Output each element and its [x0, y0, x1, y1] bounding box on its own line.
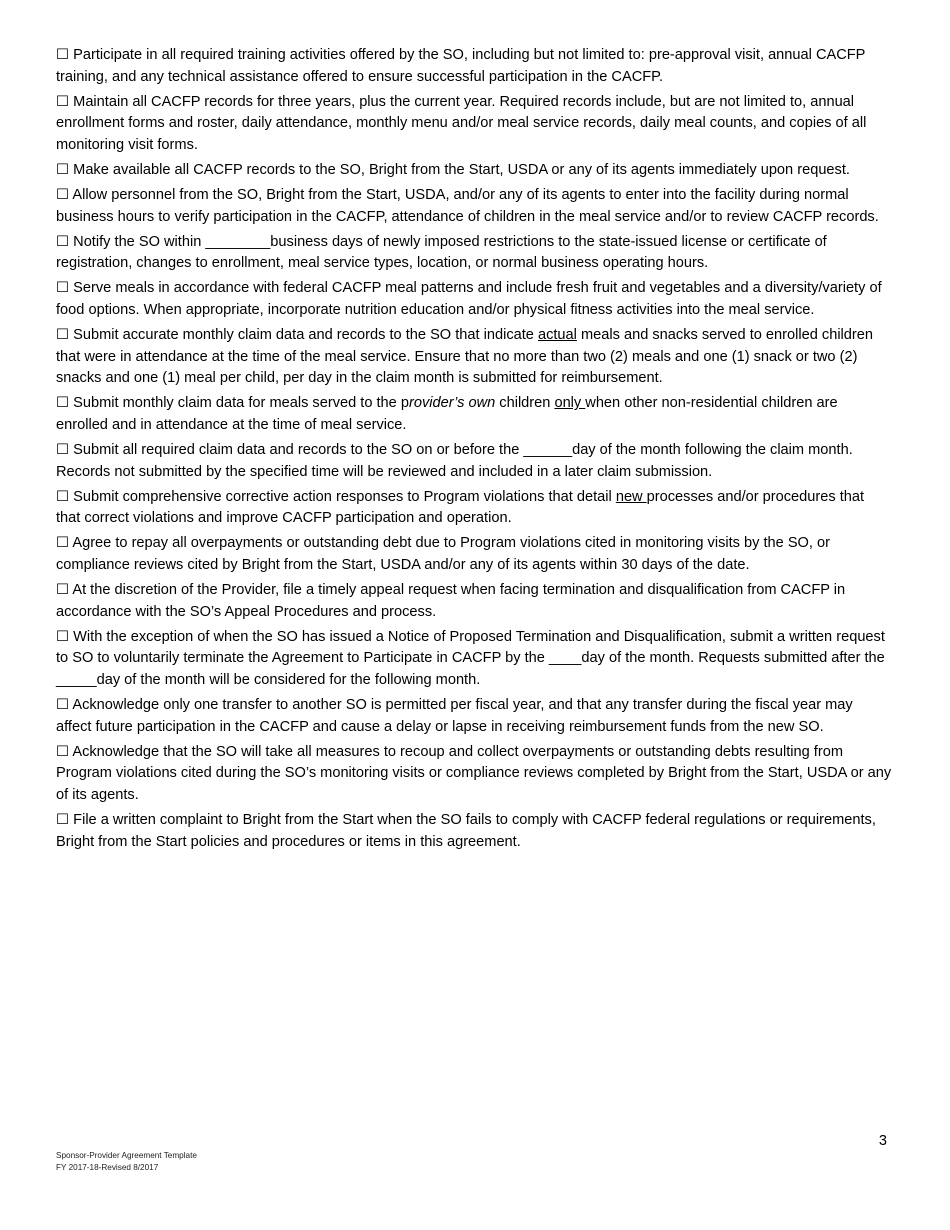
checkbox-icon[interactable]: ☐ — [56, 535, 70, 552]
checklist-item-claim-deadline — [56, 440, 892, 483]
checklist-item-corrective-action — [56, 487, 892, 530]
checkbox-icon[interactable]: ☐ — [56, 47, 70, 63]
item-text: ☐ Serve meals in accordance with federal CACFP meal patterns and include fresh fruit and vegetables and a diversity/variety of food options. When appropriate, incorporate nutrition education and/or physical fitness activities into the meal service. — [56, 280, 882, 319]
checkbox-icon[interactable]: ☐ — [56, 697, 70, 714]
checkbox-icon[interactable]: ☐ — [56, 488, 70, 505]
item-text: ☐ Submit all required claim data and records to the SO on or before the ______day of the month following the claim month. Records not submitted by the specified time will be reviewed and included in a later claim submission. — [56, 442, 853, 480]
item-text: ☐ Participate in all required training activities offered by the SO, including but not limited to: pre-approval visit, annual CACFP training, and any technical assistance offered to ensure successful participation in the CACFP. — [56, 47, 866, 85]
checklist-item-meal-patterns — [56, 278, 892, 321]
checklist — [56, 45, 892, 857]
item-text: ☐ Maintain all CACFP records for three years, plus the current year. Required records include, but are not limited to, annual enrollment forms and roster, daily attendance, monthly menu and/or meal service records, daily meal counts, and copies of all monitoring visit forms. — [56, 93, 867, 153]
checklist-item-voluntary-termination — [56, 627, 892, 692]
item-text: ☐ Make available all CACFP records to the SO, Bright from the Start, USDA or any of its agents immediately upon request. — [56, 162, 850, 178]
checklist-item-transfer — [56, 695, 892, 738]
item-text: ☐ Acknowledge that the SO will take all measures to recoup and collect overpayments or outstanding debts resulting from Program violations cited during the SO’s monitoring visits or compliance reviews completed by Bright from the Start, USDA or any of its agents. — [56, 743, 892, 803]
checkbox-icon[interactable]: ☐ — [56, 187, 70, 204]
checklist-item-records — [56, 92, 892, 157]
checklist-item-appeal — [56, 580, 892, 623]
checkbox-icon[interactable]: ☐ — [56, 327, 70, 344]
footer — [56, 1150, 197, 1173]
checklist-item-notify — [56, 232, 892, 275]
checkbox-icon[interactable]: ☐ — [56, 233, 70, 250]
item-text: ☐ Notify the SO within ________business days of newly imposed restrictions to the state-issued license or certificate of registration, changes to enrollment, meal service types, location, or normal business operating hours. — [56, 233, 827, 272]
item-text: ☐ Allow personnel from the SO, Bright from the Start, USDA, and/or any of its agents to enter into the facility during normal business hours to verify participation in the CACFP, attendance of children in the meal service and/or to review CACFP records. — [56, 187, 879, 225]
footer-revision: FY 2017-18-Revised 8/2017 — [56, 1162, 159, 1172]
checkbox-icon[interactable]: ☐ — [56, 280, 70, 297]
checklist-item-availability — [56, 160, 892, 182]
checkbox-icon[interactable]: ☐ — [56, 743, 70, 760]
checklist-item-personnel-access — [56, 185, 892, 228]
checklist-item-repay — [56, 533, 892, 576]
checklist-item-training — [56, 45, 892, 88]
checklist-item-recoup — [56, 742, 892, 807]
item-text: ☐ Submit comprehensive corrective action responses to Program violations that detail new processes and/or procedures that that correct violations and improve CACFP participation and operation. — [56, 488, 865, 527]
page-number: 3 — [878, 1133, 887, 1149]
checkbox-icon[interactable]: ☐ — [56, 812, 70, 829]
item-text: ☐ Agree to repay all overpayments or outstanding debt due to Program violations cited in monitoring visits by the SO, or compliance reviews cited by Bright from the Start, USDA and/or any of its agents within 30 days of the date. — [56, 535, 830, 574]
item-text: ☐ Acknowledge only one transfer to another SO is permitted per fiscal year, and that any transfer during the fiscal year may affect future participation in the CACFP and cause a delay or lapse in receiving reimbursement funds from the new SO. — [56, 697, 853, 735]
item-text: ☐ At the discretion of the Provider, file a timely appeal request when facing termination and disqualification from CACFP in accordance with the SO’s Appeal Procedures and process. — [56, 582, 846, 620]
checklist-item-own-children — [56, 393, 892, 436]
checkbox-icon[interactable]: ☐ — [56, 442, 70, 459]
item-text: ☐ Submit accurate monthly claim data and records to the SO that indicate actual meals and snacks served to enrolled children that were in attendance at the time of the meal service. Ensure that no more than two (2) meals and one (1) snack or two (2) snacks and one (1) meal per child, per day in the claim month is submitted for reimbursement. — [56, 327, 874, 387]
checkbox-icon[interactable]: ☐ — [56, 161, 70, 178]
checkbox-icon[interactable]: ☐ — [56, 582, 70, 599]
item-text: ☐ File a written complaint to Bright from the Start when the SO fails to comply with CACFP federal regulations or requirements, Bright from the Start policies and procedures or items in this agreement. — [56, 812, 876, 850]
checklist-item-claim-accuracy — [56, 325, 892, 390]
checklist-item-complaint — [56, 810, 892, 853]
footer-title: Sponsor-Provider Agreement Template — [56, 1151, 197, 1160]
checkbox-icon[interactable]: ☐ — [56, 93, 70, 110]
item-text: ☐ Submit monthly claim data for meals served to the provider’s own children only when other non-residential children are enrolled and in attendance at the time of meal service. — [56, 395, 838, 433]
checkbox-icon[interactable]: ☐ — [56, 395, 70, 412]
item-text: ☐ With the exception of when the SO has issued a Notice of Proposed Termination and Disqualification, submit a written request to SO to voluntarily terminate the Agreement to Participate in CACFP by the ____day of the month. Requests submitted after the _____day of the month will be considered for the following month. — [56, 628, 885, 689]
checkbox-icon[interactable]: ☐ — [56, 628, 70, 645]
